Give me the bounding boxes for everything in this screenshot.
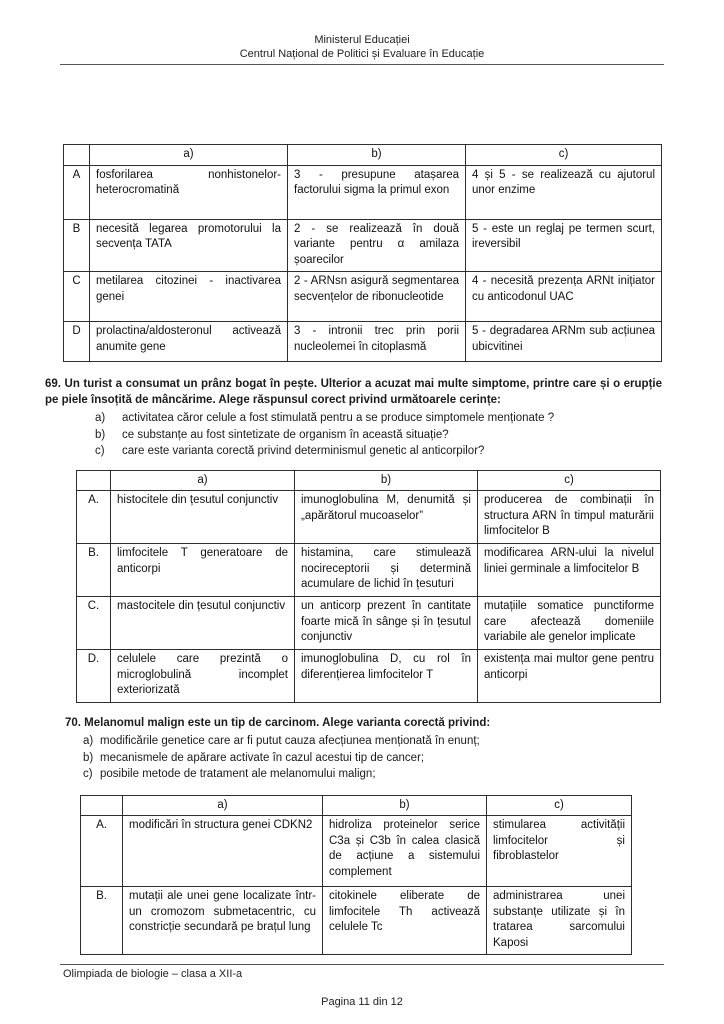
row-label: A. bbox=[77, 491, 111, 544]
column-header-b: b) bbox=[288, 145, 466, 166]
answer-cell: 2 - se realizează în două variante pentru α amilaza șoarecilor bbox=[288, 219, 466, 272]
item-text: ce substanțe au fost sintetizate de organism în această situație? bbox=[122, 428, 449, 441]
answer-cell: producerea de combinații în structura ARN în timpul maturării limfocitelor B bbox=[478, 491, 661, 544]
item-text: activitatea căror celule a fost stimulată pentru a se produce simptomele menționate ? bbox=[122, 412, 555, 424]
answer-cell: 3 - intronii trec prin porii nucleolemei în citoplasmă bbox=[288, 322, 466, 362]
column-header-c: c) bbox=[466, 145, 662, 166]
document-header bbox=[0, 0, 724, 61]
answer-cell: histocitele din țesutul conjunctiv bbox=[111, 491, 295, 544]
answer-cell: 2 - ARNsn asigură segmentarea secvențelor de ribonucleotide bbox=[288, 272, 466, 322]
answers-table-q68 bbox=[63, 144, 662, 362]
answers-table-q69 bbox=[76, 470, 661, 704]
row-label: A bbox=[64, 165, 90, 219]
question-item bbox=[83, 733, 662, 750]
header-rule bbox=[60, 64, 664, 65]
table-row bbox=[64, 219, 662, 272]
row-label: A. bbox=[81, 816, 123, 887]
answer-cell: hidroliza proteinelor serice C3a și C3b în calea clasică de acțiune a sistemului complement bbox=[323, 816, 487, 887]
column-header-b: b) bbox=[295, 470, 478, 491]
row-label: C. bbox=[77, 597, 111, 650]
question-70-text: 70. Melanomul malign este un tip de carcinom. Alege varianta corectă privind: bbox=[65, 717, 491, 729]
answer-cell: mastocitele din țesutul conjunctiv bbox=[111, 597, 295, 650]
question-70-items bbox=[83, 733, 662, 783]
column-header-a: a) bbox=[123, 795, 323, 816]
question-item bbox=[95, 427, 662, 444]
item-marker: c) bbox=[83, 768, 93, 780]
table-row bbox=[64, 165, 662, 219]
row-label: B. bbox=[81, 887, 123, 955]
answer-cell: administrarea unei substanțe utilizate și în tratarea sarcomului Kaposi bbox=[487, 887, 632, 955]
corner-cell bbox=[64, 145, 90, 166]
table-row bbox=[77, 650, 661, 703]
column-header-c: c) bbox=[478, 470, 661, 491]
answer-cell: 5 - degradarea ARNm sub acțiunea ubicvitinei bbox=[466, 322, 662, 362]
answer-cell: imunoglobulina M, denumită și „apărătorul mucoaselor” bbox=[295, 491, 478, 544]
answer-cell: imunoglobulina D, cu rol în diferențierea limfocitelor T bbox=[295, 650, 478, 703]
item-marker: a) bbox=[95, 412, 106, 424]
answer-cell: mutații ale unei gene localizate într-un cromozom submetacentric, cu constricție secundară pe brațul lung bbox=[123, 887, 323, 955]
item-text: posibile metode de tratament ale melanomului malign; bbox=[100, 768, 376, 780]
answer-cell: modificări în structura genei CDKN2 bbox=[123, 816, 323, 887]
question-item bbox=[95, 410, 662, 427]
answer-cell: 3 - presupune atașarea factorului sigma la primul exon bbox=[288, 165, 466, 219]
answer-cell: un anticorp prezent în cantitate foarte mică în sânge și în țesutul conjunctiv bbox=[295, 597, 478, 650]
answer-cell: metilarea citozinei - inactivarea genei bbox=[90, 272, 288, 322]
item-marker: b) bbox=[95, 428, 106, 441]
question-item bbox=[95, 443, 662, 460]
row-label: D bbox=[64, 322, 90, 362]
answer-cell: prolactina/aldosteronul activează anumite gene bbox=[90, 322, 288, 362]
row-label: D. bbox=[77, 650, 111, 703]
footer-rule bbox=[60, 964, 664, 965]
column-header-a: a) bbox=[111, 470, 295, 491]
column-header-c: c) bbox=[487, 795, 632, 816]
table-row bbox=[77, 544, 661, 597]
table-row bbox=[64, 322, 662, 362]
table-header-row bbox=[77, 470, 661, 491]
answer-cell: 5 - este un reglaj pe termen scurt, ireversibil bbox=[466, 219, 662, 272]
answer-cell: histamina, care stimulează nocireceptorii și determină acumulare de lichid în țesuturi bbox=[295, 544, 478, 597]
answer-cell: fosforilarea nonhistonelor-heterocromatină bbox=[90, 165, 288, 219]
footer-text: Olimpiada de biologie – clasa a XII-a bbox=[63, 968, 243, 980]
row-label: B. bbox=[77, 544, 111, 597]
answer-cell: stimularea activității limfocitelor și fibroblastelor bbox=[487, 816, 632, 887]
item-marker: c) bbox=[95, 445, 105, 457]
item-text: care este varianta corectă privind determinismul genetic al anticorpilor? bbox=[122, 445, 485, 457]
answers-table-q70 bbox=[80, 795, 632, 956]
header-line-1: Ministerul Educației bbox=[314, 34, 410, 46]
table-row bbox=[64, 272, 662, 322]
question-69-text: 69. Un turist a consumat un prânz bogat în pește. Ulterior a acuzat mai multe simptome, printre care și o erupție pe piele însoțită de mâncărime. Alege răspunsul corect privind următoarele cerințe: bbox=[45, 378, 662, 406]
column-header-a: a) bbox=[90, 145, 288, 166]
answer-cell: modificarea ARN-ului la nivelul liniei germinale a limfocitelor B bbox=[478, 544, 661, 597]
answer-cell: mutațiile somatice punctiforme care afectează domeniile variabile ale genelor implicate bbox=[478, 597, 661, 650]
table-row bbox=[81, 887, 632, 955]
answer-cell: existența mai multor gene pentru anticorpi bbox=[478, 650, 661, 703]
corner-cell bbox=[77, 470, 111, 491]
answer-cell: limfocitele T generatoare de anticorpi bbox=[111, 544, 295, 597]
table-header-row bbox=[81, 795, 632, 816]
question-item bbox=[83, 750, 662, 767]
row-label: B bbox=[64, 219, 90, 272]
table-row bbox=[77, 491, 661, 544]
item-text: modificările genetice care ar fi putut cauza afecțiunea menționată în enunț; bbox=[100, 735, 480, 747]
header-line-2: Centrul Național de Politici și Evaluare în Educație bbox=[239, 48, 485, 60]
answer-cell: celulele care prezintă o microglobulină incomplet exteriorizată bbox=[111, 650, 295, 703]
item-text: mecanismele de apărare activate în cazul acestui tip de cancer; bbox=[100, 751, 425, 764]
item-marker: b) bbox=[83, 751, 94, 764]
answer-cell: 4 - necesită prezența ARNt inițiator cu anticodonul UAC bbox=[466, 272, 662, 322]
answer-cell: 4 și 5 - se realizează cu ajutorul unor enzime bbox=[466, 165, 662, 219]
answer-cell: necesită legarea promotorului la secvența TATA bbox=[90, 219, 288, 272]
question-item bbox=[83, 766, 662, 783]
question-69-items bbox=[95, 410, 662, 460]
table-row bbox=[77, 597, 661, 650]
answer-cell: citokinele eliberate de limfocitele Th activează celulele Tc bbox=[323, 887, 487, 955]
table-row bbox=[81, 816, 632, 887]
corner-cell bbox=[81, 795, 123, 816]
item-marker: a) bbox=[83, 735, 94, 747]
page-number: Pagina 11 din 12 bbox=[321, 996, 403, 1008]
column-header-b: b) bbox=[323, 795, 487, 816]
table-header-row bbox=[64, 145, 662, 166]
row-label: C bbox=[64, 272, 90, 322]
